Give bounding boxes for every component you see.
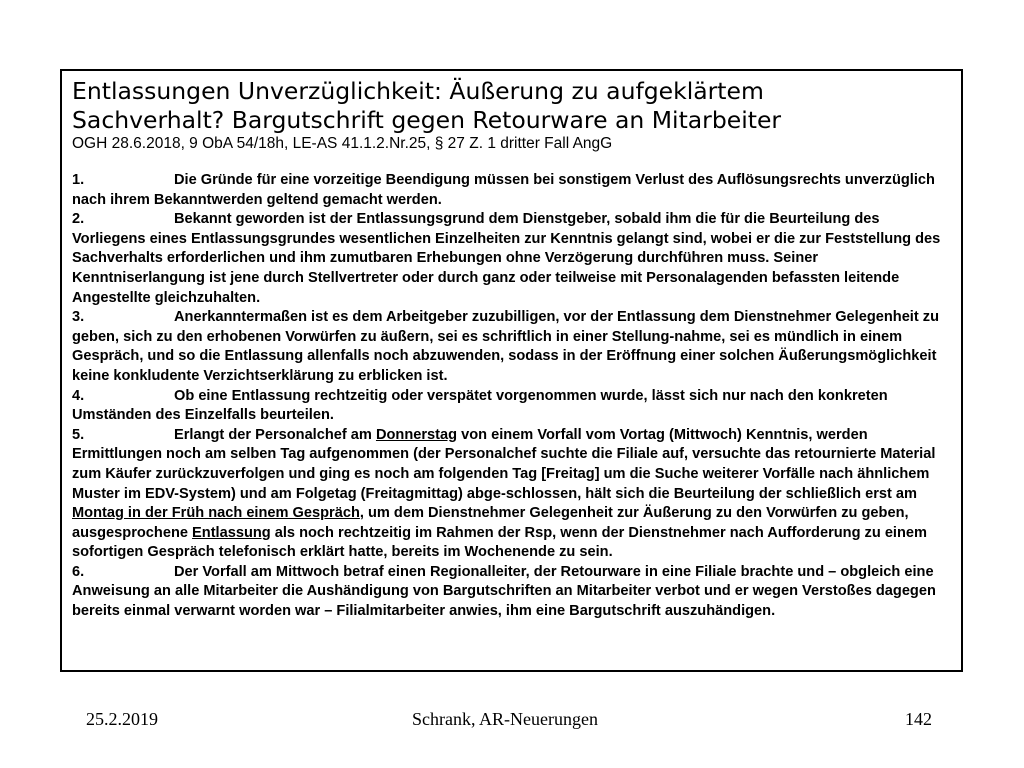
- list-item: [72, 210, 951, 308]
- list-item: [72, 563, 951, 622]
- item-number: 5.: [72, 426, 85, 443]
- title-line-2: Sachverhalt? Bargutschrift gegen Retourware an Mitarbeiter: [72, 106, 782, 134]
- item-text: Anerkanntermaßen ist es dem Arbeitgeber zuzubilligen, vor der Entlassung dem Dienstnehmer Gelegenheit zu geben, sich zu den erhobenen Vorwürfen zu äußern, sei es schriftlich in einer Stellung-nahme, sei es mündlich in einem Gespräch, und so die Entlassung allenfalls noch abzuwenden, sodass in der Eröffnung einer solchen Äußerungsmöglichkeit keine konkludente Verzichtserklärung zu erblicken ist.: [72, 309, 939, 384]
- footer-date: 25.2.2019: [86, 709, 158, 729]
- content-box: [60, 69, 963, 672]
- list-item: [72, 387, 951, 426]
- item-text-part: Erlangt der Personalchef am: [174, 426, 376, 443]
- item-text: Ob eine Entlassung rechtzeitig oder verspätet vorgenommen wurde, lässt sich nur nach den konkreten Umständen des Einzelfalls beurteilen.: [72, 387, 888, 424]
- item-text-part: , um dem Dienstnehmer Gelegenheit zur Äußerung zu den Vorwürfen zu geben, ausgesprochene: [72, 505, 909, 541]
- underlined-text: Montag in der Früh nach einem Gespräch: [72, 505, 360, 522]
- list-item: [72, 308, 951, 386]
- item-number: 2.: [72, 211, 85, 228]
- item-number: 6.: [72, 563, 85, 580]
- footer-author: Schrank, AR-Neuerungen: [412, 709, 598, 729]
- list-item: [72, 426, 951, 563]
- slide-title: [72, 77, 951, 135]
- page-number: 142: [905, 709, 932, 729]
- item-number: 4.: [72, 387, 85, 404]
- item-number: 3.: [72, 309, 85, 326]
- list-item: [72, 171, 951, 210]
- item-text: Die Gründe für eine vorzeitige Beendigung müssen bei sonstigem Verlust des Auflösungsrechts unverzüglich nach ihrem Bekanntwerden geltend gemacht werden.: [72, 172, 935, 208]
- underlined-text: Donnerstag: [375, 426, 458, 443]
- item-text: Bekannt geworden ist der Entlassungsgrund dem Dienstgeber, sobald ihm die für die Beurteilung des Vorliegens eines Entlassungsgrundes wesentlichen Einzelheiten zur Kenntnis gelangt sind, wobei er die zur Feststellung des Sachverhalts erforderlichen und ihm zumutbaren Erhebungen ohne Verzögerung durchführen muss. Seiner Kenntniserlangung ist jene durch Stellvertreter oder durch ganz oder teilweise mit Personalagenden befassten leitende Angestellte gleichzuhalten.: [72, 211, 941, 306]
- underlined-text: Entlassung: [192, 524, 271, 541]
- item-text-part: von einem Vorfall vom Vortag (Mittwoch) Kenntnis, werden Ermittlungen noch am selben Tag aufgenommen (der Personalchef suchte die Filiale auf, versuchte das retournierte Material zum Käufer zurückzuverfolgen und ging es noch am folgenden Tag [Freitag] um die Suche weiterer Vorfälle nach ähnlichem Muster im EDV-System) und am Folgetag (Freitagmittag) abge-schlossen, hält sich die Beurteilung der schließlich erst am: [72, 426, 936, 502]
- item-text-part: als noch rechtzeitig im Rahmen der Rsp, wenn der Dienstnehmer nach Aufforderung zu einem sofortigen Gespräch telefonisch erklärt hatte, bereits im Wochenende zu sein.: [72, 524, 927, 561]
- case-citation: OGH 28.6.2018, 9 ObA 54/18h, LE-AS 41.1.2.Nr.25, § 27 Z. 1 dritter Fall AngG: [72, 135, 613, 152]
- item-number: 1.: [72, 172, 85, 188]
- title-line-1: Entlassungen Unverzüglichkeit: Äußerung zu aufgeklärtem: [72, 77, 764, 105]
- item-text: Der Vorfall am Mittwoch betraf einen Regionalleiter, der Retourware in eine Filiale brachte und – obgleich eine Anweisung an alle Mitarbeiter die Aushändigung von Bargutschriften an Mitarbeiter verbot und er wegen Verstoßes dagegen bereits einmal verwarnt worden war – Filialmitarbeiter anwies, ihm eine Bargutschrift auszuhändigen.: [72, 563, 936, 620]
